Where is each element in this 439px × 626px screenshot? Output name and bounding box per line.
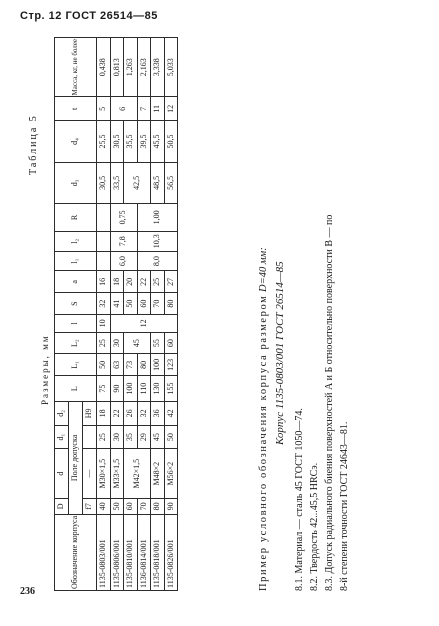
col-L: L — [55, 376, 97, 402]
table-title: Таблица 5 — [28, 114, 39, 175]
table-row: 1135-0803/001 40 M30×1,5 25 18 75 50 25 10 32 16 30,5 25,5 5 0,438 — [97, 38, 111, 591]
table-row: 1135-0818/001 80 M48×2 45 36 130 100 55 70 25 48,5 45,5 11 3,338 — [151, 38, 165, 591]
tolerance-field-label: Поле допуска — [69, 402, 83, 515]
col-d: d — [55, 449, 69, 499]
tol-dash: — — [83, 449, 97, 499]
table-row: 1135-0806/001 50 M33×1,5 30 22 90 63 30 12 41 18 6,0 7,8 0,75 33,5 30,5 6 0,813 — [110, 38, 124, 591]
col-l2: l₂ — [55, 231, 97, 251]
col-S: S — [55, 293, 97, 315]
table-row: 1135-0810/001 60 M42×1,5 35 26 100 73 45 50 20 42,5 35,5 1,263 — [124, 38, 138, 591]
col-L2: L₂ — [55, 332, 97, 354]
sizes-label: Размеры, мм — [40, 334, 50, 405]
page-header: Стр. 12 ГОСТ 26514—85 — [20, 10, 158, 22]
col-L1: L₁ — [55, 354, 97, 376]
col-l1: l₁ — [55, 251, 97, 271]
tol-f7: f7 — [83, 498, 97, 514]
designation-example-code: Корпус 1135-0803/001 ГОСТ 26514—85 — [274, 261, 286, 445]
col-d4: d₄ — [55, 121, 97, 162]
col-d3: d₃ — [55, 162, 97, 203]
note-runout: 8.3. Допуск радиального биения поверхностей А и Б относительно поверхности В — по — [324, 214, 335, 591]
col-a: a — [55, 271, 97, 293]
table-row: 1135-0826/001 90 M56×2 50 42 155 123 60 80 27 56,5 50,5 12 5,033 — [164, 38, 178, 591]
col-l: l — [55, 314, 97, 332]
dimensions-table — [54, 37, 178, 591]
note-hardness: 8.2. Твердость 42...45,5 HRCэ. — [309, 462, 320, 591]
col-d2: d₂ — [55, 402, 69, 426]
col-d1: d₁ — [55, 425, 69, 449]
designation-example: Пример условного обозначения корпуса размером D=40 мм: — [258, 247, 269, 591]
rotated-content — [26, 31, 419, 595]
table-row: 1136-0814/001 70 29 32 110 80 60 22 8,0 10,3 1,00 39,5 7 2,163 — [137, 38, 151, 591]
page-number: 236 — [20, 586, 35, 597]
col-R: R — [55, 204, 97, 232]
tol-H9: H9 — [83, 402, 97, 426]
col-D: D — [55, 498, 69, 514]
col-mass: Масса, кг, не более — [55, 38, 97, 98]
note-accuracy: 8-й степени точности ГОСТ 24643—81. — [339, 421, 350, 591]
col-t: t — [55, 97, 97, 121]
note-material: 8.1. Материал — сталь 45 ГОСТ 1050—74. — [294, 408, 305, 591]
col-designation: Обозначение корпуса — [55, 514, 97, 590]
